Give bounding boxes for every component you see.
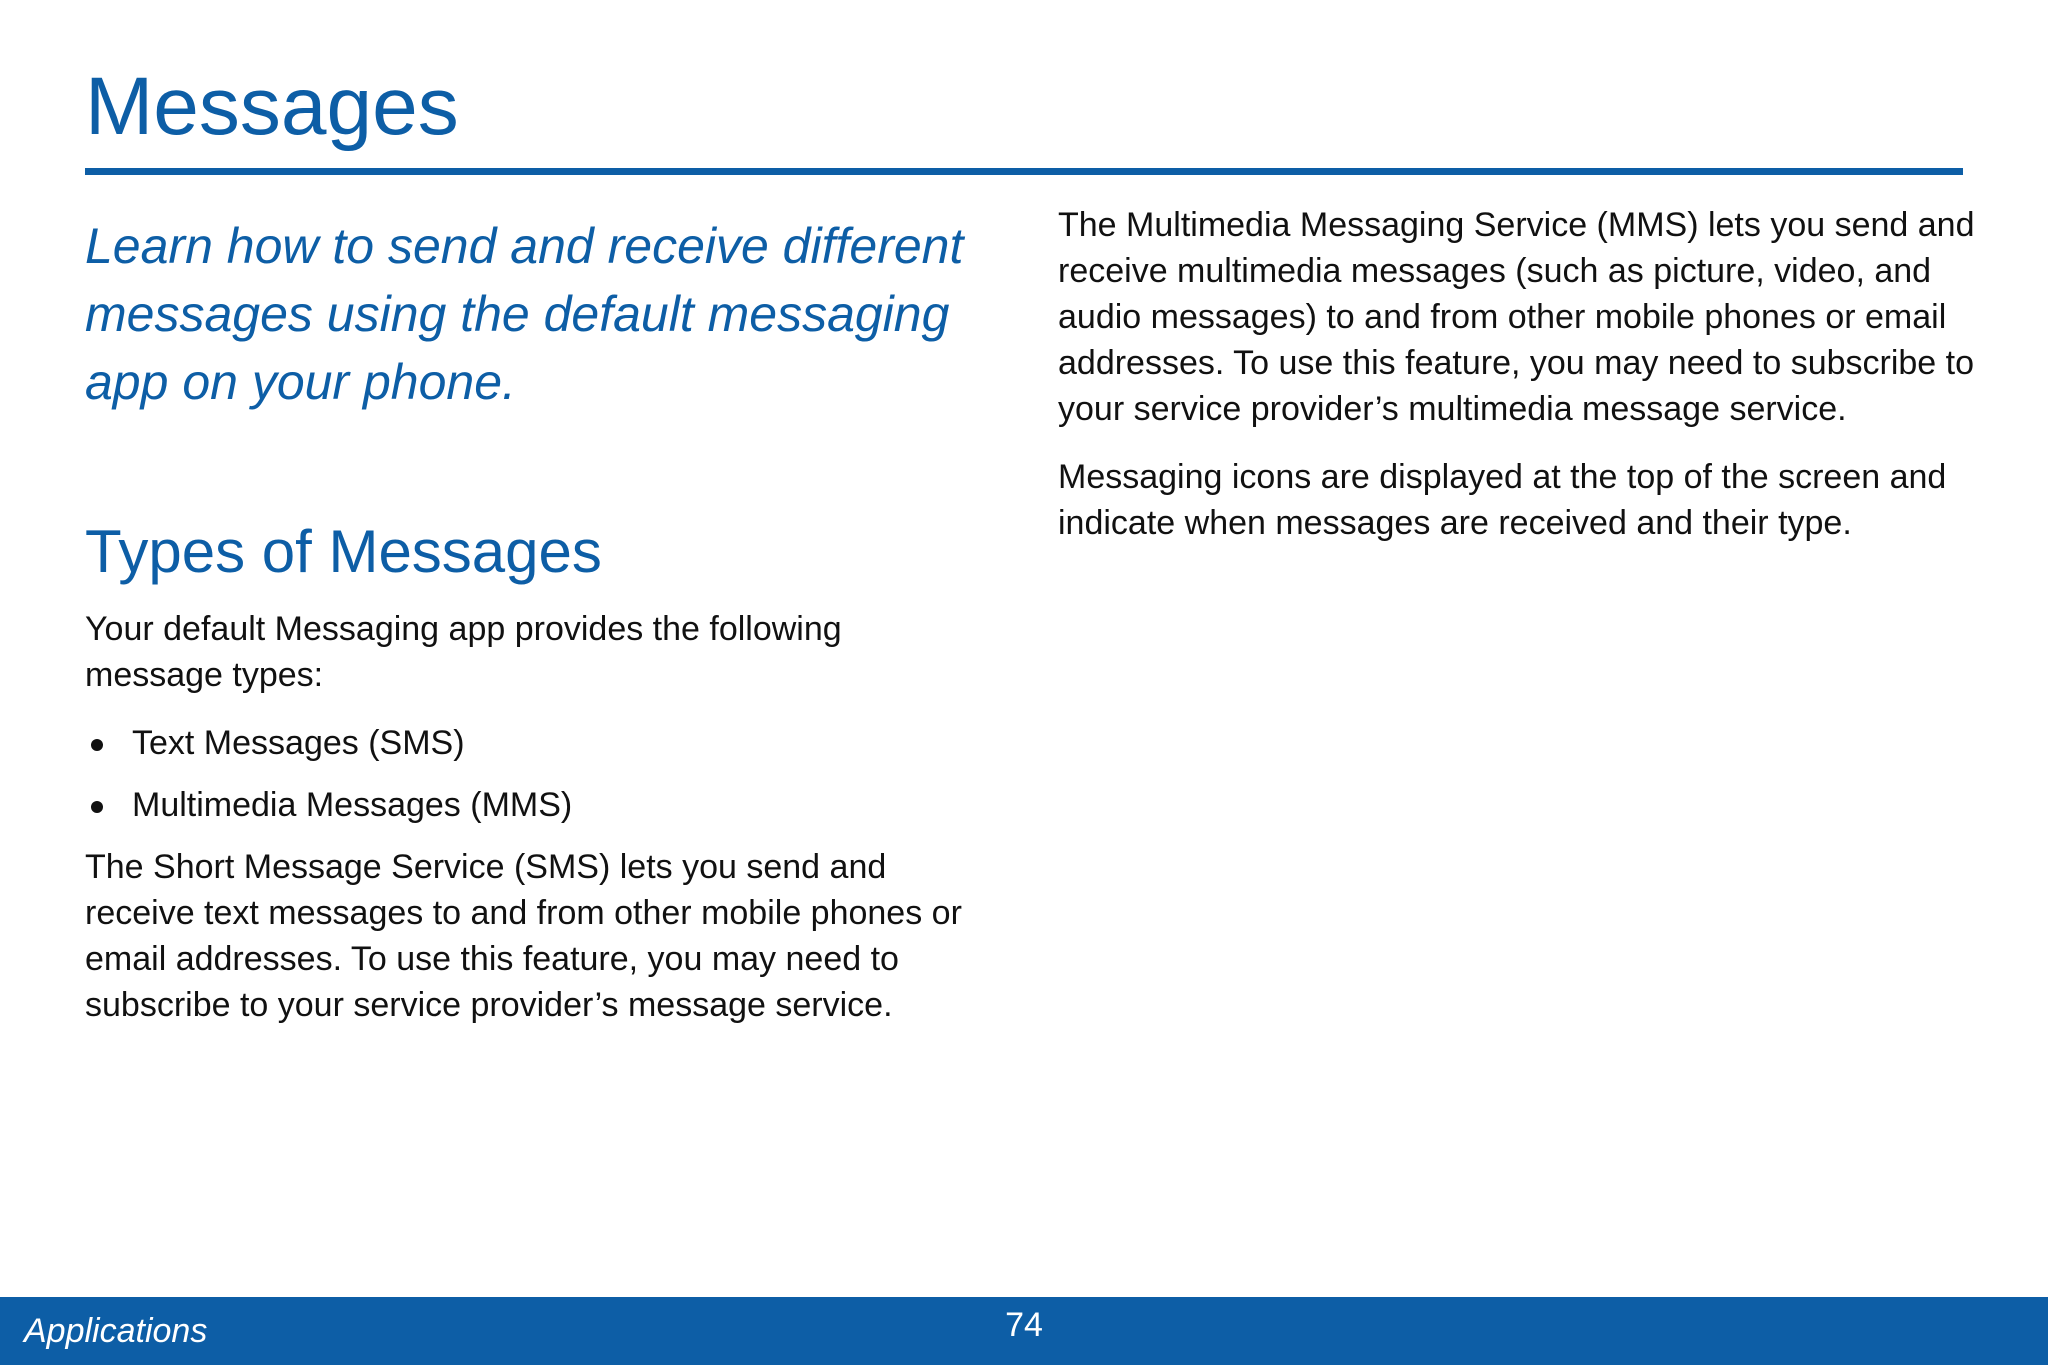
- icons-paragraph: Messaging icons are displayed at the top of the screen and indicate when messages are received and their type.: [1058, 458, 1947, 542]
- message-types-list: [85, 720, 985, 828]
- page-number: 74: [1005, 1306, 1043, 1344]
- list-item: [85, 720, 985, 766]
- bullet-icon: [91, 739, 103, 751]
- footer-bar: [0, 1297, 2048, 1365]
- intro-text: Learn how to send and receive different messages using the default messaging app on your phone.: [85, 218, 964, 410]
- list-item: [85, 782, 985, 828]
- types-intro-paragraph: Your default Messaging app provides the following message types:: [85, 610, 842, 694]
- mms-paragraph: The Multimedia Messaging Service (MMS) lets you send and receive multimedia messages (such as picture, video, and audio messages) to and from other mobile phones or email addresses. To use this feature, you may need to subscribe to your service provider’s multimedia message service.: [1058, 206, 1975, 428]
- right-column: [1058, 202, 1978, 568]
- section-heading: Types of Messages: [85, 518, 602, 585]
- footer-section-label: Applications: [24, 1312, 208, 1350]
- page-title: Messages: [85, 61, 459, 152]
- list-item-label: Text Messages (SMS): [132, 724, 465, 762]
- title-divider: [85, 168, 1963, 175]
- bullet-icon: [91, 801, 103, 813]
- types-body: [85, 606, 985, 1050]
- sms-paragraph: The Short Message Service (SMS) lets you send and receive text messages to and from other mobile phones or email addresses. To use this feature, you may need to subscribe to your service provider’s message service.: [85, 848, 962, 1024]
- left-column: [85, 212, 985, 1024]
- list-item-label: Multimedia Messages (MMS): [132, 786, 573, 824]
